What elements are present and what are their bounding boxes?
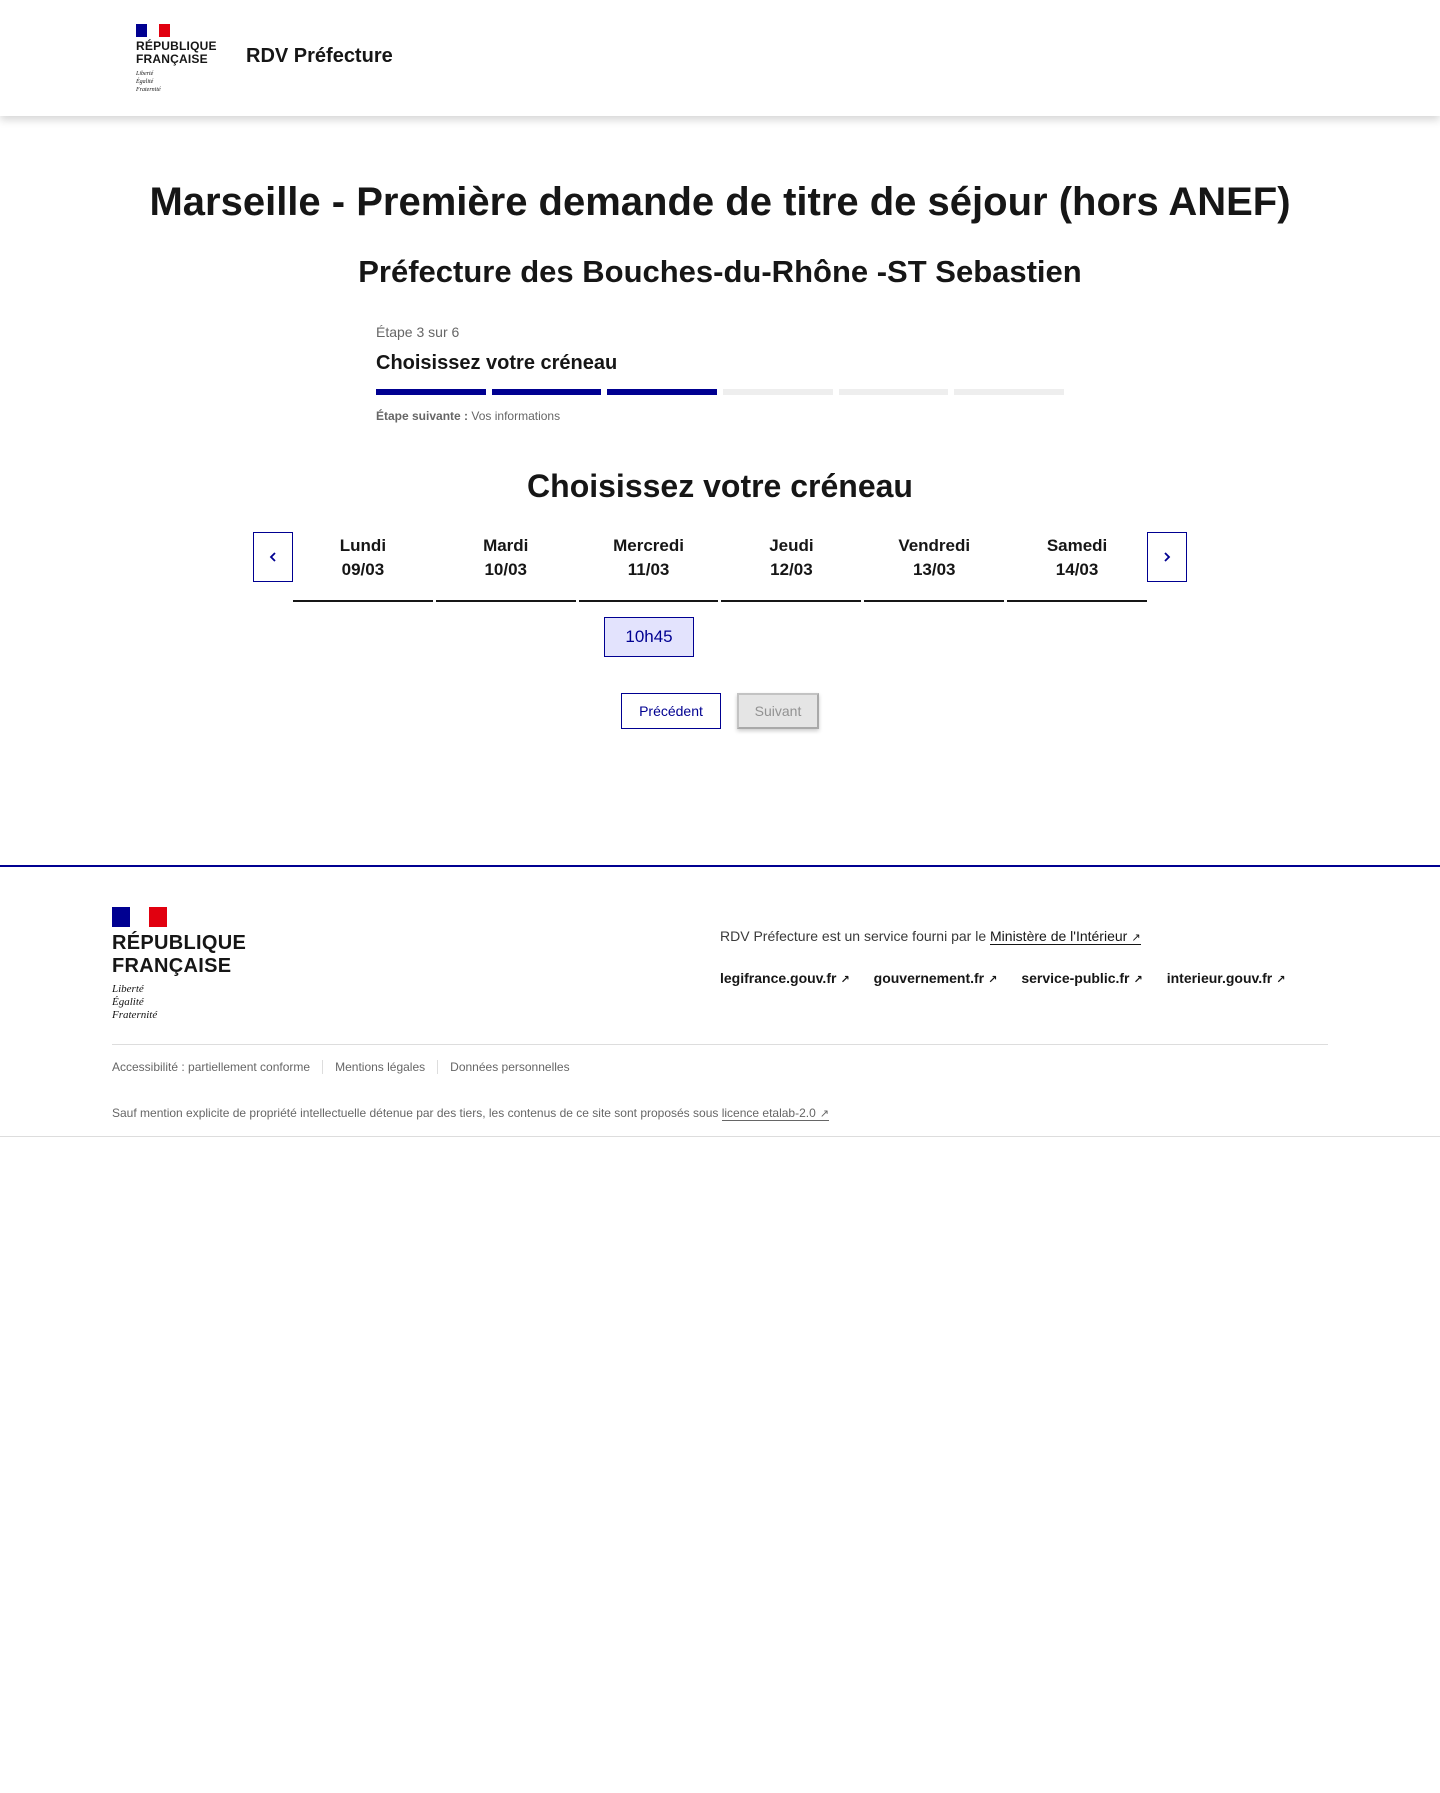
day-column <box>436 532 576 602</box>
day-date: 09/03 <box>341 560 385 579</box>
day-column <box>721 532 861 602</box>
service-title[interactable]: RDV Préfecture <box>246 45 393 67</box>
day-name: Lundi <box>339 536 387 555</box>
day-date: 12/03 <box>770 560 813 579</box>
site-header <box>0 0 1440 116</box>
day-column <box>579 532 719 602</box>
external-link-icon: ↗ <box>1276 974 1286 986</box>
republique-francaise-logo[interactable] <box>136 24 226 94</box>
footer-links <box>720 970 1285 986</box>
ministere-link[interactable]: Ministère de l'Intérieur ↗ <box>990 928 1141 944</box>
personal-data-link[interactable]: Données personnelles <box>450 1060 570 1074</box>
day-date: 13/03 <box>912 560 956 579</box>
calendar-days <box>293 532 1147 602</box>
footer-divider <box>112 1044 1328 1045</box>
day-name: Jeudi <box>769 536 814 555</box>
day-column <box>864 532 1004 602</box>
stepper <box>376 324 1064 423</box>
external-link-icon: ↗ <box>1131 932 1141 944</box>
stepper-segment <box>954 389 1064 395</box>
footer-link-interieur[interactable]: interieur.gouv.fr ↗ <box>1166 970 1286 986</box>
footer-licence: Sauf mention explicite de propriété intellectuelle détenue par des tiers, les contenus de ce site sont proposés sous licence etalab-2.0 ↗ <box>112 1106 829 1120</box>
chevron-left-icon <box>267 551 279 563</box>
logo-text: RÉPUBLIQUE FRANÇAISE <box>136 39 217 66</box>
stepper-progress <box>376 389 1064 395</box>
logo-text: RÉPUBLIQUE FRANÇAISE <box>112 932 247 977</box>
devise: Liberté Égalité Fraternité <box>136 71 161 93</box>
accessibility-link[interactable]: Accessibilité : partiellement conforme <box>112 1060 323 1074</box>
day-date: 14/03 <box>1055 560 1099 579</box>
calendar-prev-button[interactable] <box>253 532 293 582</box>
stepper-next-value: Vos informations <box>471 409 561 423</box>
stepper-segment <box>839 389 949 395</box>
page-title: Marseille - Première demande de titre de séjour (hors ANEF) <box>149 180 1291 224</box>
next-button: Suivant <box>737 693 819 729</box>
day-name: Vendredi <box>898 536 971 555</box>
section-title: Choisissez votre créneau <box>527 468 913 504</box>
site-footer <box>0 865 1440 1137</box>
stepper-segment <box>723 389 833 395</box>
page-subtitle: Préfecture des Bouches-du-Rhône -ST Sebastien <box>358 254 1082 289</box>
footer-bottom-links <box>112 1060 594 1074</box>
stepper-segment <box>376 389 486 395</box>
stepper-next-step <box>376 409 1064 423</box>
republique-francaise-logo[interactable] <box>112 907 246 1022</box>
footer-link-legifrance[interactable]: legifrance.gouv.fr ↗ <box>720 970 850 986</box>
chevron-right-icon <box>1161 551 1173 563</box>
day-name: Samedi <box>1046 536 1108 555</box>
external-link-icon: ↗ <box>988 974 998 986</box>
calendar-next-button[interactable] <box>1147 532 1187 582</box>
marianne-flag-icon <box>112 907 167 927</box>
day-name: Mercredi <box>613 536 684 555</box>
external-link-icon: ↗ <box>840 974 850 986</box>
day-name: Mardi <box>483 536 529 555</box>
previous-button[interactable]: Précédent <box>621 693 721 729</box>
time-slot-button[interactable]: 10h45 <box>604 617 694 657</box>
day-column <box>293 532 433 602</box>
marianne-flag-icon <box>136 24 170 37</box>
day-date: 11/03 <box>627 560 670 579</box>
devise: Liberté Égalité Fraternité <box>112 983 158 1021</box>
stepper-next-label: Étape suivante : <box>376 409 469 423</box>
footer-link-service-public[interactable]: service-public.fr ↗ <box>1021 970 1143 986</box>
external-link-icon: ↗ <box>1133 974 1143 986</box>
licence-link[interactable]: licence etalab-2.0 ↗ <box>721 1106 829 1120</box>
footer-description: RDV Préfecture est un service fourni par le Ministère de l'Intérieur ↗ <box>720 928 1141 944</box>
day-date: 10/03 <box>484 560 528 579</box>
day-column <box>1007 532 1147 602</box>
external-link-icon: ↗ <box>819 1108 829 1120</box>
legal-notice-link[interactable]: Mentions légales <box>335 1060 438 1074</box>
stepper-state: Étape 3 sur 6 <box>376 324 460 340</box>
footer-link-gouvernement[interactable]: gouvernement.fr ↗ <box>873 970 998 986</box>
stepper-segment <box>492 389 602 395</box>
stepper-segment <box>607 389 717 395</box>
stepper-title: Choisissez votre créneau <box>376 352 618 374</box>
